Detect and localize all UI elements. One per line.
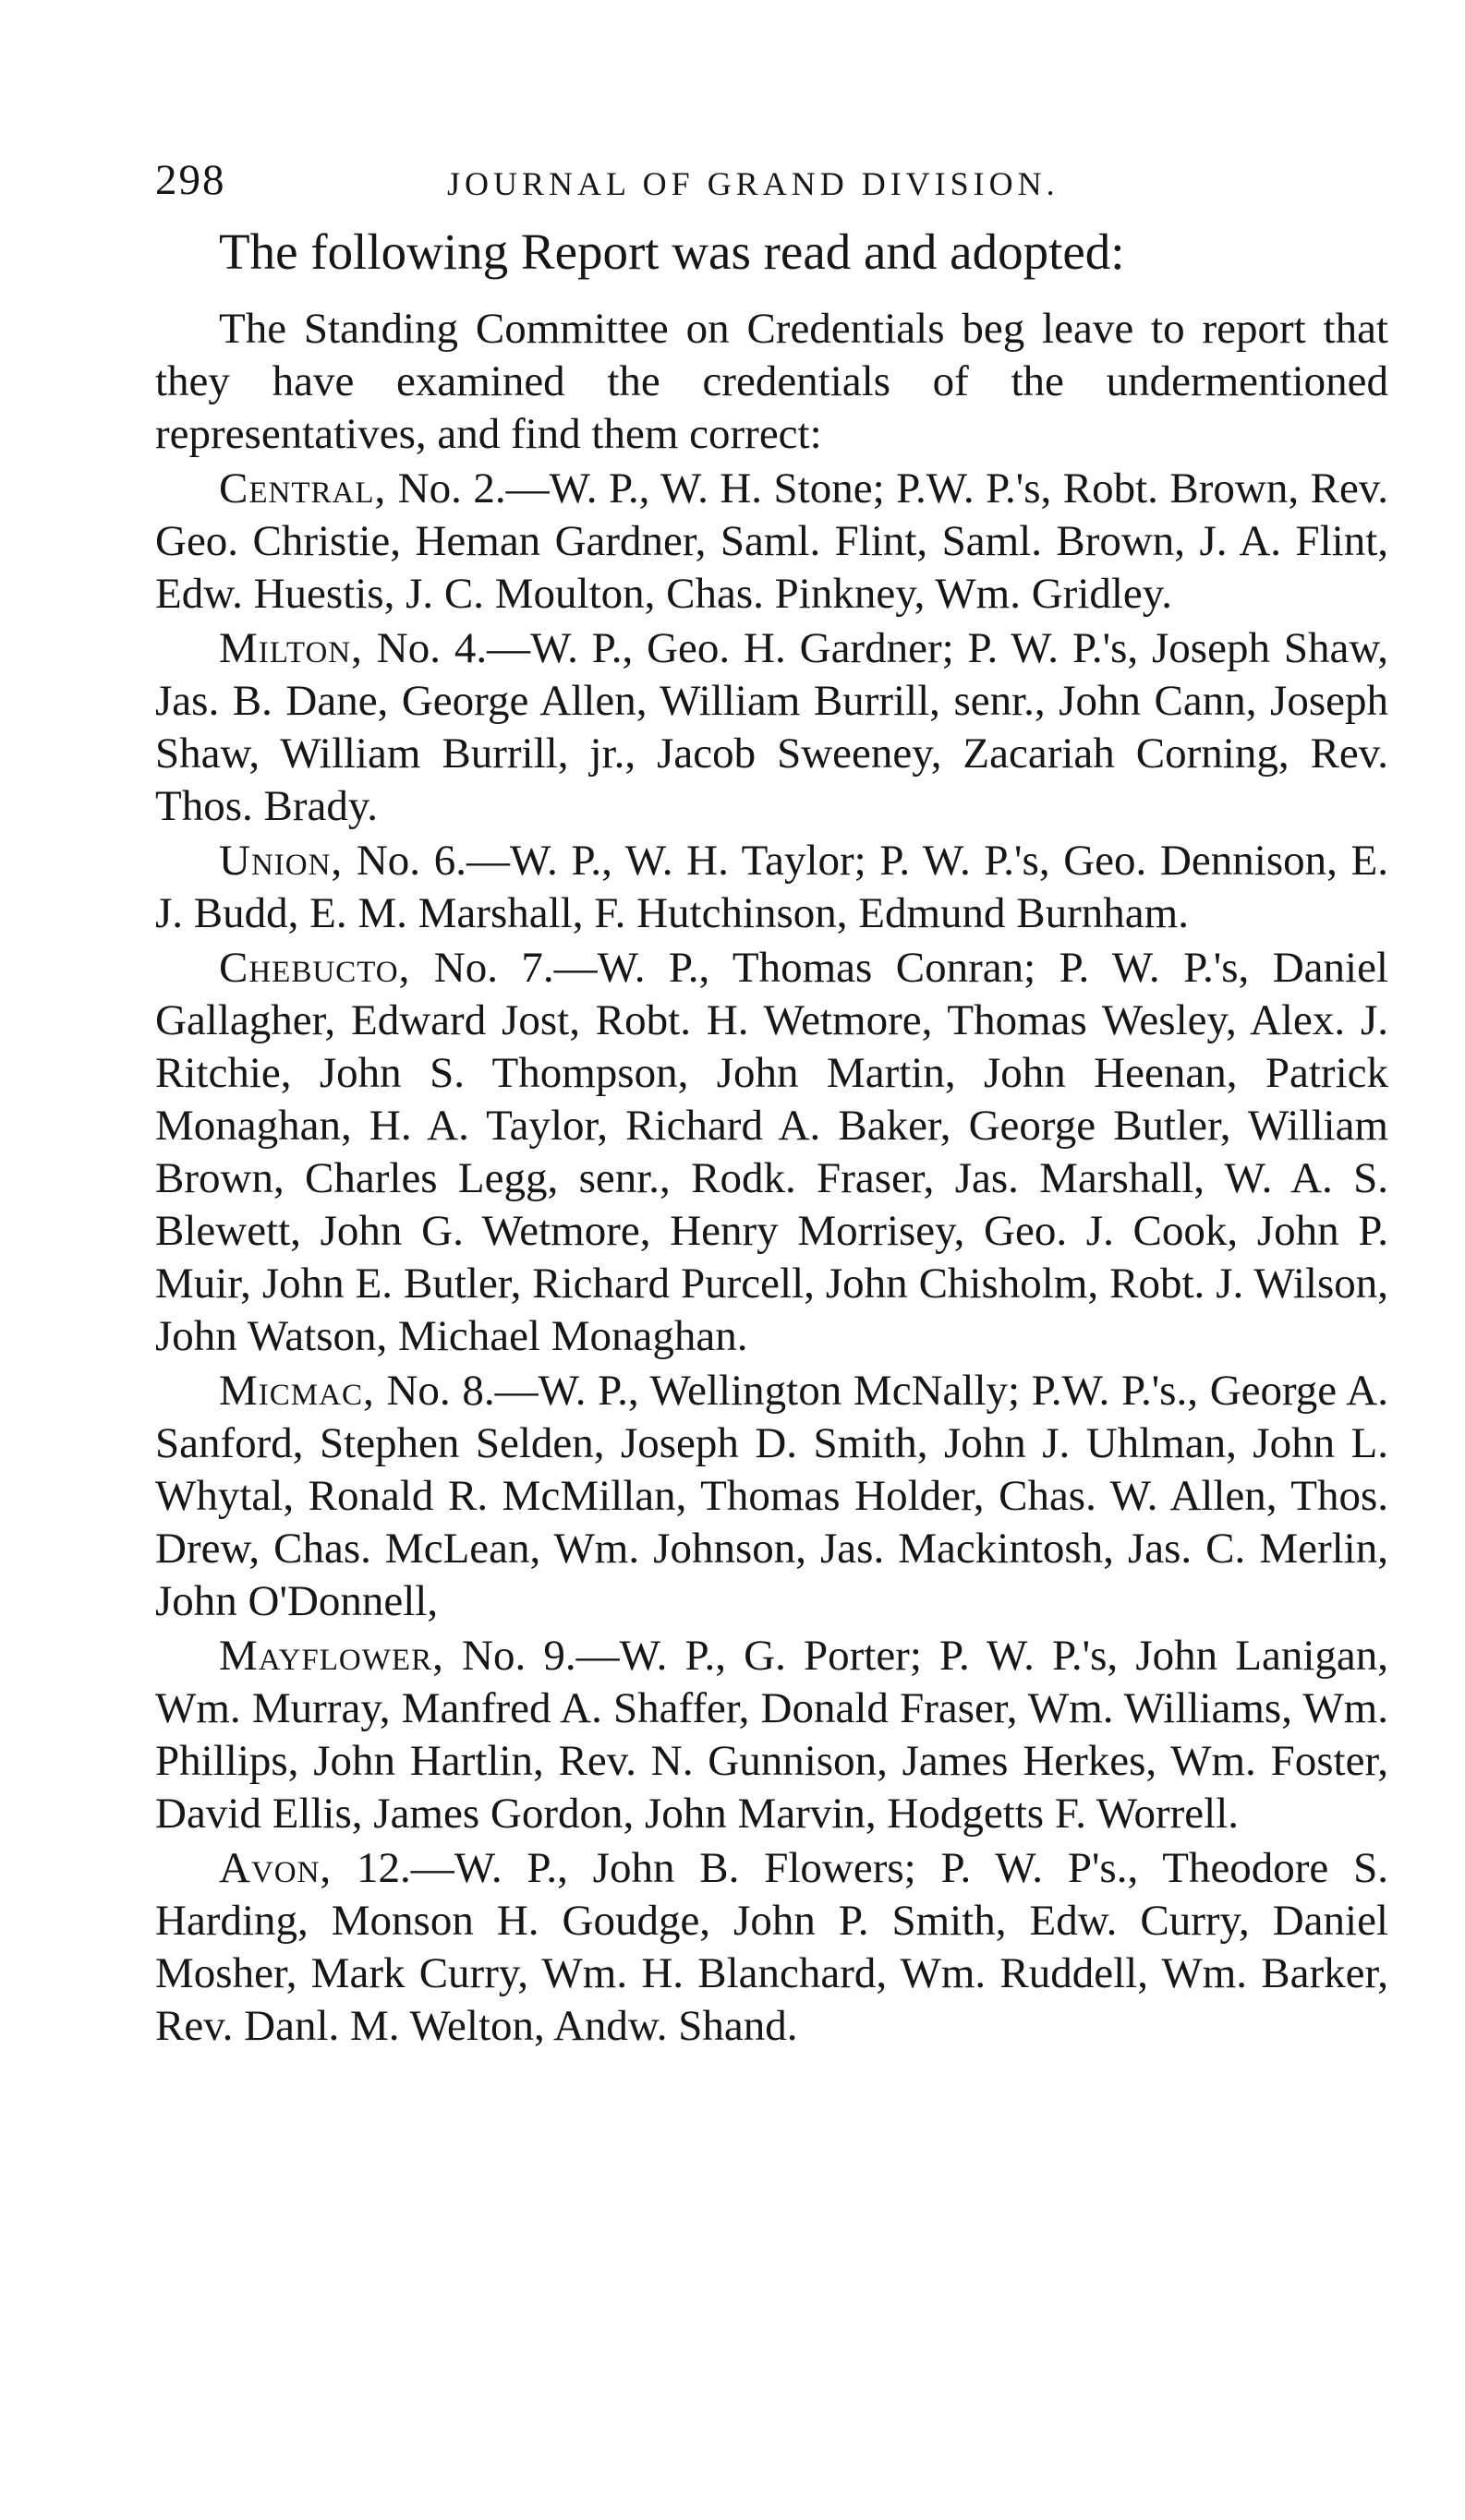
lodge-representatives: No. 6.—W. P., W. H. Taylor; P. W. P.'s, Geo. Dennison, E. J. Budd, E. M. Marshall, F. Hutchinson, Edmund Burnham.	[155, 837, 1388, 937]
lodge-entry-micmac	[155, 1365, 1388, 1628]
lodge-name: Central,	[219, 464, 387, 512]
lodge-representatives: No. 2.—W. P., W. H. Stone; P.W. P.'s, Robt. Brown, Rev. Geo. Christie, Heman Gardner, Saml. Flint, Saml. Brown, J. A. Flint, Edw. Huestis, J. C. Moulton, Chas. Pinkney, Wm. Gridley.	[155, 464, 1388, 618]
lodge-entry-union	[155, 835, 1388, 940]
lodge-representatives: No. 4.—W. P., Geo. H. Gardner; P. W. P.'s, Joseph Shaw, Jas. B. Dane, George Allen, William Burrill, senr., John Cann, Joseph Shaw, William Burrill, jr., Jacob Sweeney, Zacariah Corning, Rev. Thos. Brady.	[155, 624, 1388, 830]
lodge-name: Milton,	[219, 624, 363, 672]
running-head	[155, 155, 1388, 220]
lodge-name: Union,	[219, 837, 344, 885]
lodge-name: Micmac,	[219, 1367, 375, 1415]
page-number: 298	[155, 156, 226, 204]
lodge-entry-avon	[155, 1842, 1388, 2053]
lodge-representatives: No. 9.—W. P., G. Porter; P. W. P.'s, John Lanigan, Wm. Murray, Manfred A. Shaffer, Donald Fraser, Wm. Williams, Wm. Phillips, John Hartlin, Rev. N. Gunnison, James Herkes, Wm. Foster, David Ellis, James Gordon, John Marvin, Hodgetts F. Worrell.	[155, 1632, 1388, 1838]
lodge-representatives: No. 7.—W. P., Thomas Conran; P. W. P.'s, Daniel Gallagher, Edward Jost, Robt. H. Wetmore, Thomas Wesley, Alex. J. Ritchie, John S. Thompson, John Martin, John Heenan, Patrick Monaghan, H. A. Taylor, Richard A. Baker, George Butler, William Brown, Charles Legg, senr., Rodk. Fraser, Jas. Marshall, W. A. S. Blewett, John G. Wetmore, Henry Morrisey, Geo. J. Cook, John P. Muir, John E. Butler, Richard Purcell, John Chisholm, Robt. J. Wilson, John Watson, Michael Monaghan.	[155, 944, 1388, 1360]
page	[155, 155, 1388, 2053]
lodge-entry-central	[155, 463, 1388, 621]
lodge-entry-milton	[155, 622, 1388, 833]
report-intro: The following Report was read and adopted:	[219, 223, 1125, 280]
lodge-name: Avon,	[219, 1844, 333, 1892]
lodge-entry-mayflower	[155, 1630, 1388, 1840]
running-title: JOURNAL OF GRAND DIVISION.	[447, 165, 1059, 202]
lodge-representatives: No. 8.—W. P., Wellington McNally; P.W. P.'s., George A. Sanford, Stephen Selden, Joseph D. Smith, John J. Uhlman, John L. Whytal, Ronald R. McMillan, Thomas Holder, Chas. W. Allen, Thos. Drew, Chas. McLean, Wm. Johnson, Jas. Mackintosh, Jas. C. Merlin, John O'Donnell,	[155, 1367, 1388, 1625]
lodge-name: Chebucto,	[219, 944, 411, 992]
committee-preamble: The Standing Committee on Credentials beg leave to report that they have examined the credentials of the undermentioned representatives, and find them correct:	[155, 305, 1388, 458]
lodge-representatives: 12.—W. P., John B. Flowers; P. W. P's., Theodore S. Harding, Monson H. Goudge, John P. Smith, Edw. Curry, Daniel Mosher, Mark Curry, Wm. H. Blanchard, Wm. Ruddell, Wm. Barker, Rev. Danl. M. Welton, Andw. Shand.	[155, 1844, 1388, 2050]
lodge-name: Mayflower,	[219, 1632, 444, 1680]
lodge-entry-chebucto	[155, 942, 1388, 1363]
